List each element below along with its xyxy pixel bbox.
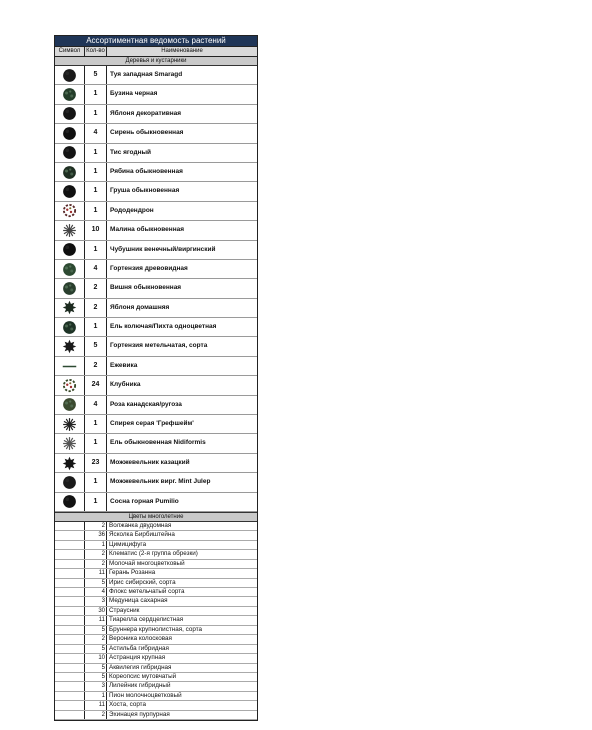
- count-cell: 1: [85, 434, 107, 452]
- tree-row: [55, 202, 257, 221]
- spiky-plant-icon: [62, 436, 77, 451]
- plant-name-cell: Сирень обыкновенная: [110, 129, 184, 137]
- tree-row: [55, 337, 257, 356]
- plant-name-cell: Флокс метельчатый сорта: [109, 588, 185, 596]
- plant-name-cell: Бруннера крупнолистная, сорта: [109, 625, 203, 633]
- section-flowers: Цветы многолетние: [55, 512, 257, 522]
- count-cell: 1: [85, 182, 107, 200]
- plant-name-cell: Страусник: [109, 606, 140, 614]
- count-cell: 2: [85, 550, 107, 558]
- count-cell: 2: [85, 560, 107, 568]
- symbol-cell: [55, 588, 85, 596]
- count-cell: 10: [85, 654, 107, 662]
- count-cell: 23: [85, 454, 107, 472]
- plant-name-cell: Хоста, сорта: [109, 701, 146, 709]
- plant-name-cell: Чубушник венечный/виргинский: [110, 245, 216, 253]
- plant-name-cell: Ирис сибирский, сорта: [109, 578, 176, 586]
- plant-name-cell: Лилейник гибридный: [109, 682, 171, 690]
- flower-row: [55, 635, 257, 644]
- plant-name-cell: Клематис (2-я группа обрезки): [109, 550, 198, 558]
- round-dark-tree-icon: [62, 242, 77, 257]
- symbol-cell: [55, 531, 85, 539]
- flower-row: [55, 692, 257, 701]
- symbol-cell: [55, 357, 85, 375]
- dark-green-shrub-icon: [62, 87, 77, 102]
- line-plant-icon: [62, 359, 77, 374]
- plant-name-cell: Герань Розанна: [109, 569, 156, 577]
- flower-row: [55, 569, 257, 578]
- star-tree-icon: [62, 300, 77, 315]
- symbol-cell: [55, 597, 85, 605]
- count-cell: 1: [85, 493, 107, 511]
- count-cell: 36: [85, 531, 107, 539]
- count-cell: 5: [85, 626, 107, 634]
- flowers-list: [55, 522, 257, 720]
- tree-row: [55, 182, 257, 201]
- symbol-cell: [55, 607, 85, 615]
- dark-green-shrub-icon: [62, 165, 77, 180]
- plant-name-cell: Тиарелла сердцелистная: [109, 616, 184, 624]
- count-cell: 2: [85, 711, 107, 719]
- tree-row: [55, 105, 257, 124]
- flower-row: [55, 531, 257, 540]
- count-cell: 3: [85, 597, 107, 605]
- count-cell: 1: [85, 415, 107, 433]
- plant-name-cell: Бузина черная: [110, 90, 158, 98]
- flower-row: [55, 560, 257, 569]
- symbol-cell: [55, 541, 85, 549]
- tree-row: [55, 396, 257, 415]
- plant-name-cell: Рябина обыкновенная: [110, 167, 183, 175]
- tree-row: [55, 241, 257, 260]
- count-cell: 2: [85, 357, 107, 375]
- symbol-cell: [55, 396, 85, 414]
- spiky-plant-icon: [62, 417, 77, 432]
- plant-name-cell: Груша обыкновенная: [110, 187, 180, 195]
- symbol-cell: [55, 626, 85, 634]
- plant-name-cell: Ель обыкновенная Nidiformis: [110, 439, 206, 447]
- plant-name-cell: Малина обыкновенная: [110, 226, 185, 234]
- symbol-cell: [55, 645, 85, 653]
- symbol-cell: [55, 673, 85, 681]
- tree-row: [55, 357, 257, 376]
- plant-name-cell: Ежевика: [110, 361, 138, 369]
- tree-row: [55, 454, 257, 473]
- tree-row: [55, 299, 257, 318]
- plant-name-cell: Спирея серая 'Грефшейм': [110, 420, 194, 428]
- section-trees: Деревья и кустарники: [55, 57, 257, 66]
- symbol-cell: [55, 163, 85, 181]
- symbol-cell: [55, 654, 85, 662]
- plant-name-cell: Кореопсис мутовчатый: [109, 672, 177, 680]
- tree-row: [55, 85, 257, 104]
- tree-row: [55, 163, 257, 182]
- plant-name-cell: Ясколка Бирбиштейна: [109, 531, 175, 539]
- flower-row: [55, 522, 257, 531]
- flower-row: [55, 664, 257, 673]
- count-cell: 11: [85, 701, 107, 709]
- count-cell: 5: [85, 66, 107, 84]
- tree-row: [55, 434, 257, 453]
- star-tree-icon: [62, 339, 77, 354]
- tree-row: [55, 221, 257, 240]
- plant-name-cell: Цимицифуга: [109, 540, 147, 548]
- symbol-cell: [55, 144, 85, 162]
- plant-name-cell: Ель колючая/Пихта одноцветная: [110, 323, 217, 331]
- symbol-cell: [55, 550, 85, 558]
- flower-row: [55, 607, 257, 616]
- round-dark-tree-icon: [62, 145, 77, 160]
- symbol-cell: [55, 182, 85, 200]
- symbol-cell: [55, 105, 85, 123]
- plant-name-cell: Можжевельник вирг. Mint Julep: [110, 478, 211, 486]
- count-cell: 4: [85, 124, 107, 142]
- symbol-cell: [55, 85, 85, 103]
- count-cell: 2: [85, 635, 107, 643]
- flower-row: [55, 711, 257, 720]
- flower-row: [55, 701, 257, 710]
- symbol-cell: [55, 260, 85, 278]
- plant-name-cell: Яблоня декоративная: [110, 109, 182, 117]
- plant-name-cell: Яблоня домашняя: [110, 303, 170, 311]
- plant-name-cell: Гортензия древовидная: [110, 264, 188, 272]
- count-cell: 1: [85, 163, 107, 181]
- symbol-cell: [55, 579, 85, 587]
- count-cell: 1: [85, 105, 107, 123]
- symbol-cell: [55, 202, 85, 220]
- symbol-cell: [55, 711, 85, 719]
- flower-row: [55, 550, 257, 559]
- symbol-cell: [55, 279, 85, 297]
- tree-row: [55, 124, 257, 143]
- tree-row: [55, 415, 257, 434]
- symbol-cell: [55, 664, 85, 672]
- count-cell: 1: [85, 541, 107, 549]
- tree-row: [55, 279, 257, 298]
- count-cell: 3: [85, 682, 107, 690]
- flower-row: [55, 588, 257, 597]
- flowering-shrub-icon: [62, 203, 77, 218]
- tree-row: [55, 144, 257, 163]
- plant-name-cell: Клубника: [110, 381, 141, 389]
- flower-row: [55, 579, 257, 588]
- plant-name-cell: Гортензия метельчатая, сорта: [110, 342, 208, 350]
- plant-name-cell: Роза канадская/ругоза: [110, 400, 182, 408]
- star-tree-icon: [62, 456, 77, 471]
- count-cell: 1: [85, 692, 107, 700]
- round-dark-tree-icon: [62, 494, 77, 509]
- round-dark-tree-icon: [62, 106, 77, 121]
- flower-row: [55, 682, 257, 691]
- symbol-cell: [55, 473, 85, 491]
- symbol-cell: [55, 241, 85, 259]
- header-symbol: Символ: [55, 47, 85, 56]
- plant-name-cell: Астранция крупная: [109, 654, 166, 662]
- tree-row: [55, 493, 257, 512]
- sheet-title: Ассортиментная ведомость растений: [55, 36, 257, 46]
- plant-name-cell: Пион молочноцветковый: [109, 691, 182, 699]
- symbol-cell: [55, 635, 85, 643]
- dark-green-shrub-icon: [62, 262, 77, 277]
- symbol-cell: [55, 493, 85, 511]
- symbol-cell: [55, 299, 85, 317]
- count-cell: 24: [85, 376, 107, 394]
- count-cell: 5: [85, 664, 107, 672]
- tree-row: [55, 260, 257, 279]
- count-cell: 5: [85, 337, 107, 355]
- round-dark-tree-icon: [62, 184, 77, 199]
- symbol-cell: [55, 376, 85, 394]
- plant-name-cell: Можжевельник казацкий: [110, 458, 190, 466]
- flower-row: [55, 645, 257, 654]
- symbol-cell: [55, 66, 85, 84]
- trees-list: [55, 66, 257, 512]
- symbol-cell: [55, 337, 85, 355]
- plant-name-cell: Эхинацея пурпурная: [109, 710, 170, 718]
- flower-row: [55, 597, 257, 606]
- symbol-cell: [55, 616, 85, 624]
- dark-green-shrub-icon: [62, 281, 77, 296]
- tree-row: [55, 66, 257, 85]
- symbol-cell: [55, 221, 85, 239]
- symbol-cell: [55, 569, 85, 577]
- count-cell: 5: [85, 645, 107, 653]
- symbol-cell: [55, 692, 85, 700]
- flowering-shrub-icon: [62, 378, 77, 393]
- plant-name-cell: Астильба гибридная: [109, 644, 169, 652]
- plant-name-cell: Вероника колосковая: [109, 635, 172, 643]
- count-cell: 1: [85, 318, 107, 336]
- round-dark-tree-icon: [62, 475, 77, 490]
- symbol-cell: [55, 701, 85, 709]
- count-cell: 1: [85, 85, 107, 103]
- flower-row: [55, 541, 257, 550]
- tree-row: [55, 473, 257, 492]
- count-cell: 1: [85, 144, 107, 162]
- round-dark-tree-icon: [62, 68, 77, 83]
- count-cell: 1: [85, 202, 107, 220]
- symbol-cell: [55, 415, 85, 433]
- round-dark-tree-icon: [62, 126, 77, 141]
- flower-row: [55, 673, 257, 682]
- count-cell: 11: [85, 569, 107, 577]
- count-cell: 11: [85, 616, 107, 624]
- count-cell: 5: [85, 579, 107, 587]
- dark-green-shrub-icon: [62, 320, 77, 335]
- plant-name-cell: Тис ягодный: [110, 148, 152, 156]
- count-cell: 1: [85, 473, 107, 491]
- plant-name-cell: Молочай многоцветковый: [109, 559, 185, 567]
- flower-row: [55, 626, 257, 635]
- plant-name-cell: Вишня обыкновенная: [110, 284, 182, 292]
- plant-name-cell: Волжанка двудомная: [109, 521, 172, 529]
- count-cell: 4: [85, 588, 107, 596]
- tree-row: [55, 376, 257, 395]
- flower-row: [55, 654, 257, 663]
- count-cell: 2: [85, 279, 107, 297]
- plant-assortment-sheet: [54, 35, 258, 721]
- symbol-cell: [55, 434, 85, 452]
- flower-row: [55, 616, 257, 625]
- plant-name-cell: Медуница сахарная: [109, 597, 168, 605]
- header-name: Наименование: [161, 48, 203, 54]
- tree-row: [55, 318, 257, 337]
- count-cell: 4: [85, 396, 107, 414]
- symbol-cell: [55, 682, 85, 690]
- plant-name-cell: Туя западная Smaragd: [110, 71, 183, 78]
- count-cell: 4: [85, 260, 107, 278]
- header-count: Кол-во: [85, 47, 107, 56]
- plant-name-cell: Сосна горная Pumilio: [110, 497, 179, 505]
- plant-name-cell: Аквилегия гибридная: [109, 663, 172, 671]
- count-cell: 2: [85, 299, 107, 317]
- symbol-cell: [55, 560, 85, 568]
- dark-green-shrub-icon: [62, 397, 77, 412]
- count-cell: 2: [85, 522, 107, 530]
- symbol-cell: [55, 318, 85, 336]
- plant-name-cell: Рододендрон: [110, 206, 154, 214]
- spiky-plant-icon: [62, 223, 77, 238]
- symbol-cell: [55, 522, 85, 530]
- symbol-cell: [55, 124, 85, 142]
- symbol-cell: [55, 454, 85, 472]
- count-cell: 5: [85, 673, 107, 681]
- column-headers: [55, 46, 257, 57]
- count-cell: 10: [85, 221, 107, 239]
- count-cell: 30: [85, 607, 107, 615]
- count-cell: 1: [85, 241, 107, 259]
